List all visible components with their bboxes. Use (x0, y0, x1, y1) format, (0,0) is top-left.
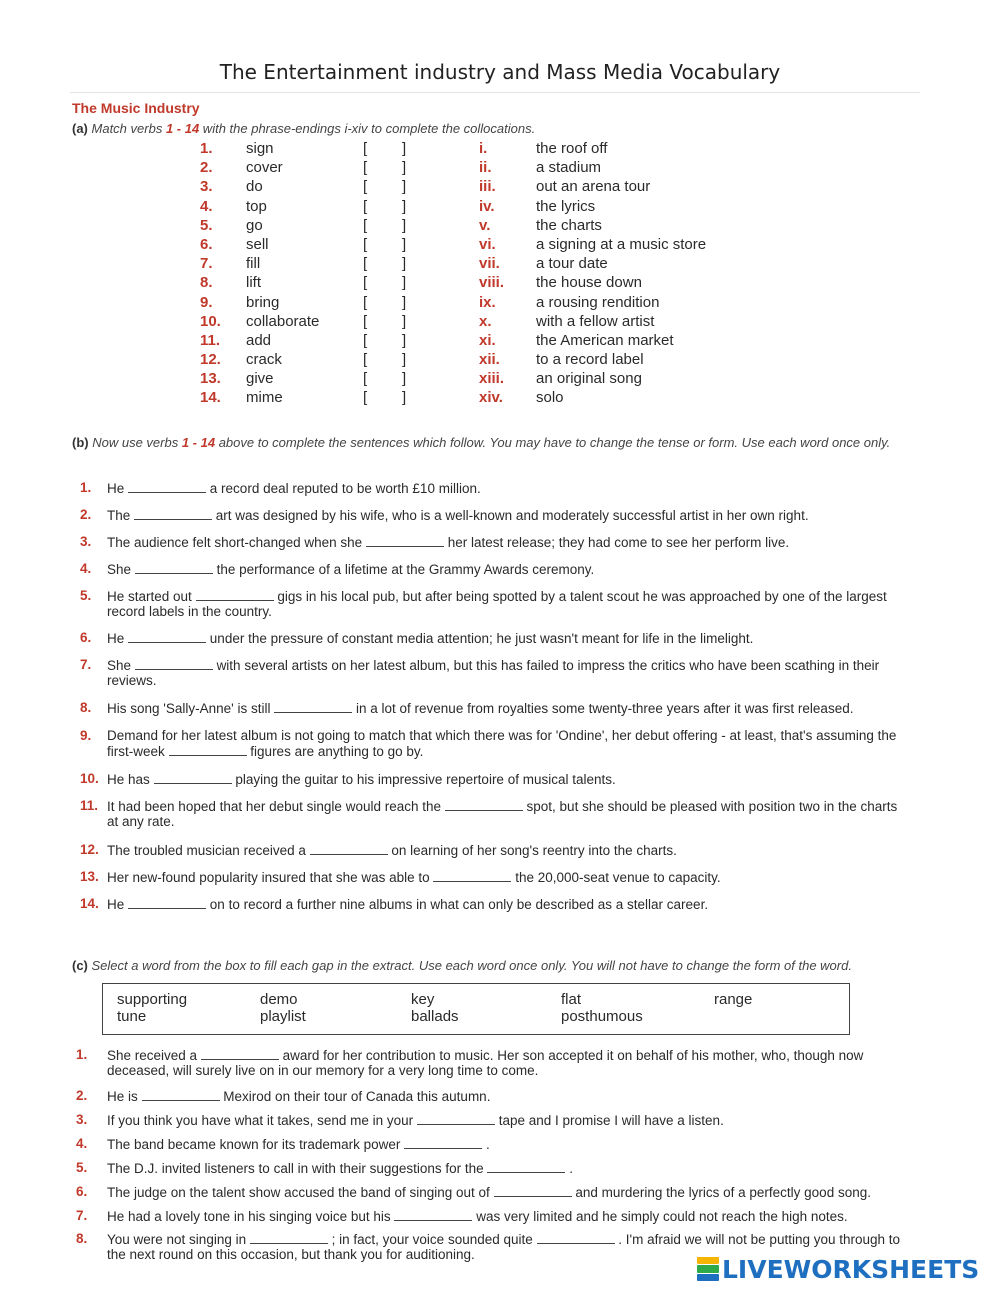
answer-bracket-close[interactable]: ] (402, 312, 407, 330)
answer-gap[interactable] (487, 1160, 565, 1173)
sentence-text-before: He (107, 631, 125, 646)
sentence-text-before: The D.J. invited listeners to call in with their suggestions for the (107, 1161, 484, 1176)
sentence-number: 3. (80, 534, 92, 549)
sentence-number: 14. (80, 896, 99, 911)
sentence-text-after: in a lot of revenue from royalties some twenty-three years after it was first released. (356, 701, 854, 716)
answer-bracket-close[interactable]: ] (402, 274, 407, 292)
verb-number: 1. (200, 140, 213, 157)
sentence-number: 6. (76, 1184, 88, 1199)
sentence-number: 6. (80, 630, 92, 645)
phrase-ending: an original song (536, 370, 642, 388)
answer-gap[interactable] (310, 842, 388, 855)
match-row (200, 350, 760, 369)
verb: do (246, 178, 263, 196)
sentence-text (107, 1088, 912, 1104)
sentence-text (107, 842, 912, 858)
sentence-text (107, 728, 912, 759)
sentence-text (107, 588, 912, 619)
sentence-number: 1. (80, 480, 92, 495)
answer-gap[interactable] (142, 1088, 220, 1101)
answer-bracket-open[interactable]: [ (363, 197, 368, 215)
word-option: playlist (260, 1008, 306, 1025)
part-b-label: (b) (72, 435, 89, 450)
sentence-text (107, 1184, 912, 1200)
sentence-text-after: on learning of her song's reentry into the charts. (391, 843, 677, 858)
sentence-text (107, 896, 912, 912)
answer-gap[interactable] (128, 630, 206, 643)
verb: mime (246, 389, 283, 407)
liveworksheets-logo-icon (697, 1257, 719, 1281)
answer-bracket-open[interactable]: [ (363, 178, 368, 196)
word-option: key (411, 991, 435, 1008)
sentence-number: 8. (80, 700, 92, 715)
verb-number: 3. (200, 178, 213, 196)
sentence-text-after: . I'm afraid we will not be putting you through to the next round on this occasion, but thank you for auditioning. (107, 1232, 901, 1262)
verb-number: 10. (200, 312, 221, 330)
word-option: posthumous (561, 1008, 643, 1025)
sentence-text-after: art was designed by his wife, who is a well-known and moderately successful artist in her own right. (215, 508, 809, 523)
match-row (200, 158, 760, 177)
match-row (200, 254, 760, 273)
sentence-text (107, 1136, 912, 1152)
sentence-text-middle: was very limited and he simply could not reach the high notes. (476, 1209, 848, 1224)
answer-bracket-open[interactable]: [ (363, 159, 368, 177)
answer-gap[interactable] (404, 1136, 482, 1149)
part-a-label: (a) (72, 121, 88, 136)
answer-gap[interactable] (494, 1184, 572, 1197)
match-row (200, 139, 760, 158)
sentence-text-before: The (107, 508, 131, 523)
match-row (200, 331, 760, 350)
page-title: The Entertainment industry and Mass Media Vocabulary (219, 60, 781, 84)
sentence-text-after: her latest release; they had come to see her perform live. (447, 535, 790, 550)
sentence-number: 11. (80, 798, 99, 813)
answer-gap[interactable] (134, 507, 212, 520)
word-option: supporting (117, 991, 188, 1008)
match-row (200, 197, 760, 216)
word-option: flat (561, 991, 582, 1008)
answer-bracket-open[interactable]: [ (363, 216, 368, 234)
ending-numeral: iv. (479, 197, 495, 215)
verb-number: 6. (200, 235, 213, 253)
verb-number: 8. (200, 274, 213, 292)
sentence-text-after: the performance of a lifetime at the Grammy Awards ceremony. (216, 562, 595, 577)
sentence-text-before: If you think you have what it takes, send me in your (107, 1113, 414, 1128)
verb-number: 12. (200, 351, 221, 369)
sentence-text (107, 1208, 912, 1224)
sentence-text-middle: tape and I promise I will have a listen. (498, 1113, 724, 1128)
answer-bracket-close[interactable]: ] (402, 331, 407, 349)
answer-bracket-open[interactable]: [ (363, 331, 368, 349)
answer-bracket-close[interactable]: ] (402, 389, 407, 407)
answer-bracket-close[interactable]: ] (402, 235, 407, 253)
sentence-text (107, 534, 912, 550)
sentence-text-after: under the pressure of constant media attention; he just wasn't meant for life in the limelight. (209, 631, 754, 646)
sentence-text (107, 1047, 912, 1078)
sentence-number: 9. (80, 728, 92, 743)
phrase-ending: out an arena tour (536, 178, 651, 196)
verb: sign (246, 140, 274, 157)
sentence-text-before: His song 'Sally-Anne' is still (107, 701, 271, 716)
sentence-text-before: You were not singing in (107, 1232, 247, 1247)
answer-bracket-open[interactable]: [ (363, 235, 368, 253)
answer-bracket-open[interactable]: [ (363, 389, 368, 407)
answer-gap[interactable] (537, 1231, 615, 1244)
sentence-text-before: It had been hoped that her debut single would reach the (107, 799, 441, 814)
sentence-text-before: The troubled musician received a (107, 843, 306, 858)
match-row (200, 369, 760, 388)
sentence-text-before: He (107, 481, 125, 496)
phrase-ending: a stadium (536, 159, 602, 177)
verb: add (246, 331, 272, 349)
answer-bracket-close[interactable]: ] (402, 159, 407, 177)
phrase-ending: with a fellow artist (536, 312, 655, 330)
sentence-text-before: Her new-found popularity insured that she was able to (107, 870, 430, 885)
ending-numeral: ix. (479, 293, 496, 311)
sentence-number: 7. (80, 657, 92, 672)
sentence-text-middle: and murdering the lyrics of a perfectly good song. (575, 1185, 871, 1200)
verb: collaborate (246, 312, 320, 330)
sentence-text-middle: . (485, 1137, 490, 1152)
sentence-number: 4. (80, 561, 92, 576)
sentence-text-before: The audience felt short-changed when she (107, 535, 363, 550)
answer-bracket-close[interactable]: ] (402, 140, 407, 157)
phrase-ending: the roof off (536, 140, 608, 157)
verb: bring (246, 293, 280, 311)
verb-number: 2. (200, 159, 213, 177)
sentence-text-before: He is (107, 1089, 138, 1104)
answer-gap[interactable] (128, 480, 206, 493)
verb: crack (246, 351, 282, 369)
verb: fill (246, 255, 261, 273)
verb: cover (246, 159, 283, 177)
sentence-number: 7. (76, 1208, 88, 1223)
verb-number: 7. (200, 255, 213, 273)
verb-number: 13. (200, 370, 221, 388)
sentence-number: 5. (76, 1160, 88, 1175)
answer-bracket-open[interactable]: [ (363, 274, 368, 292)
sentence-text-after: figures are anything to go by. (250, 744, 424, 759)
sentence-text-before: Demand for her latest album is not going to match that which there was for 'Ondine', her debut offering - at least, that's assuming the first-week (107, 728, 897, 759)
sentence-number: 12. (80, 842, 99, 857)
answer-bracket-open[interactable]: [ (363, 370, 368, 388)
match-row (200, 312, 760, 331)
liveworksheets-logo-text: LIVEWORKSHEETS (722, 1254, 980, 1284)
sentence-text-after: the 20,000-seat venue to capacity. (515, 870, 721, 885)
answer-bracket-close[interactable]: ] (402, 293, 407, 311)
section-title: The Music Industry (72, 100, 200, 116)
sentence-text (107, 798, 912, 829)
verb: top (246, 197, 267, 215)
sentence-text-after: on to record a further nine albums in what can only be described as a stellar career. (209, 897, 709, 912)
answer-gap[interactable] (445, 798, 523, 811)
match-row (200, 388, 760, 407)
sentence-number: 5. (80, 588, 92, 603)
sentence-text (107, 507, 912, 523)
answer-gap[interactable] (135, 657, 213, 670)
answer-bracket-close[interactable]: ] (402, 351, 407, 369)
match-row (200, 235, 760, 254)
part-b-instruction: (b) Now use verbs 1 - 14 above to complete the sentences which follow. You may have to change the tense or form. Use each word once only. (72, 435, 891, 450)
answer-bracket-open[interactable]: [ (363, 293, 368, 311)
verb-number: 4. (200, 197, 213, 215)
answer-bracket-close[interactable]: ] (402, 255, 407, 273)
word-option: demo (260, 991, 298, 1008)
answer-bracket-open[interactable]: [ (363, 312, 368, 330)
collocation-table (200, 139, 760, 408)
phrase-ending: the lyrics (536, 197, 596, 215)
word-option: ballads (411, 1008, 459, 1025)
match-row (200, 177, 760, 196)
sentence-number: 8. (76, 1231, 88, 1246)
answer-bracket-close[interactable]: ] (402, 216, 407, 234)
verb-number: 14. (200, 389, 221, 407)
ending-numeral: i. (479, 140, 488, 157)
ending-numeral: xi. (479, 331, 496, 349)
answer-bracket-open[interactable]: [ (363, 255, 368, 273)
phrase-ending: the house down (536, 274, 642, 292)
answer-bracket-close[interactable]: ] (402, 197, 407, 215)
sentence-text (107, 1112, 912, 1128)
sentence-text-before: He started out (107, 589, 192, 604)
sentence-number: 10. (80, 771, 99, 786)
sentence-number: 1. (76, 1047, 88, 1062)
sentence-text-after: spot, but she should be pleased with position two in the charts at any rate. (107, 799, 898, 829)
sentence-number: 4. (76, 1136, 88, 1151)
answer-gap[interactable] (201, 1047, 279, 1060)
sentence-text (107, 771, 912, 787)
match-row (200, 216, 760, 235)
verb-number: 5. (200, 216, 213, 234)
answer-gap[interactable] (366, 534, 444, 547)
answer-gap[interactable] (250, 1231, 328, 1244)
part-a-instruction: (a) Match verbs 1 - 14 with the phrase-endings i-xiv to complete the collocations. (72, 121, 536, 136)
verb-number: 9. (200, 293, 213, 311)
answer-bracket-close[interactable]: ] (402, 178, 407, 196)
answer-gap[interactable] (128, 896, 206, 909)
sentence-text-middle: . (569, 1161, 573, 1176)
ending-numeral: xii. (479, 351, 500, 369)
answer-gap[interactable] (417, 1112, 495, 1125)
sentence-text-middle: award for her contribution to music. Her son accepted it on behalf of his mother, who, though now deceased, will surely live on in our memory for a very long time to come. (107, 1048, 864, 1078)
liveworksheets-logo (697, 1254, 979, 1284)
sentence-text-before: The judge on the talent show accused the band of singing out of (107, 1185, 490, 1200)
sentence-text-before: She (107, 658, 132, 673)
sentence-text-before: The band became known for its trademark power (107, 1137, 401, 1152)
answer-gap[interactable] (154, 771, 232, 784)
phrase-ending: the charts (536, 216, 602, 234)
verb-number: 11. (200, 331, 221, 349)
phrase-ending: to a record label (536, 351, 644, 369)
answer-gap[interactable] (135, 561, 213, 574)
phrase-ending: a signing at a music store (536, 235, 707, 253)
word-box (102, 983, 850, 1035)
answer-gap[interactable] (433, 869, 511, 882)
title-divider (70, 92, 920, 93)
sentence-text (107, 1160, 912, 1176)
sentence-text (107, 700, 912, 716)
sentence-text-after: with several artists on her latest album, but this has failed to impress the critics who have been scathing in their reviews. (107, 658, 880, 688)
ending-numeral: xiii. (479, 370, 505, 388)
phrase-ending: a rousing rendition (536, 293, 660, 311)
match-row (200, 273, 760, 292)
ending-numeral: x. (479, 312, 492, 330)
phrase-ending: solo (536, 389, 564, 407)
match-row (200, 293, 760, 312)
verb: lift (246, 274, 261, 292)
sentence-number: 13. (80, 869, 99, 884)
ending-numeral: v. (479, 216, 491, 234)
ending-numeral: vi. (479, 235, 496, 253)
ending-numeral: vii. (479, 255, 500, 273)
word-option: tune (117, 1008, 147, 1025)
phrase-ending: the American market (536, 331, 674, 349)
sentence-text (107, 869, 912, 885)
sentence-text-before: He has (107, 772, 150, 787)
phrase-ending: a tour date (536, 255, 608, 273)
answer-bracket-open[interactable]: [ (363, 140, 368, 157)
sentence-text-before: He (107, 897, 125, 912)
sentence-text (107, 630, 912, 646)
verb: sell (246, 235, 269, 253)
answer-gap[interactable] (274, 700, 352, 713)
ending-numeral: ii. (479, 159, 492, 177)
ending-numeral: iii. (479, 178, 496, 196)
answer-bracket-open[interactable]: [ (363, 351, 368, 369)
sentence-text-after: gigs in his local pub, but after being spotted by a talent scout he was approached by one of the largest record labels in the country. (107, 589, 887, 619)
answer-gap[interactable] (169, 743, 247, 756)
ending-numeral: xiv. (479, 389, 503, 407)
word-option: range (714, 991, 753, 1008)
answer-bracket-close[interactable]: ] (402, 370, 407, 388)
part-c-instruction: (c) Select a word from the box to fill each gap in the extract. Use each word once only. You will not have to change the form of the word. (72, 958, 852, 973)
sentence-text-before: He had a lovely tone in his singing voice but his (107, 1209, 391, 1224)
sentence-text (107, 561, 912, 577)
sentence-text-before: She received a (107, 1048, 198, 1063)
sentence-text-after: playing the guitar to his impressive repertoire of musical talents. (235, 772, 616, 787)
answer-gap[interactable] (394, 1208, 472, 1221)
sentence-text (107, 657, 912, 688)
verb: give (246, 370, 274, 388)
sentence-text (107, 480, 912, 496)
part-c-label: (c) (72, 958, 88, 973)
sentence-text-middle: Mexirod on their tour of Canada this autumn. (223, 1089, 491, 1104)
ending-numeral: viii. (479, 274, 505, 292)
sentence-text-middle: ; in fact, your voice sounded quite (331, 1232, 533, 1247)
sentence-text-after: a record deal reputed to be worth £10 million. (209, 481, 481, 496)
answer-gap[interactable] (196, 588, 274, 601)
sentence-number: 2. (76, 1088, 88, 1103)
sentence-text-before: She (107, 562, 132, 577)
sentence-number: 2. (80, 507, 92, 522)
verb: go (246, 216, 263, 234)
sentence-number: 3. (76, 1112, 88, 1127)
